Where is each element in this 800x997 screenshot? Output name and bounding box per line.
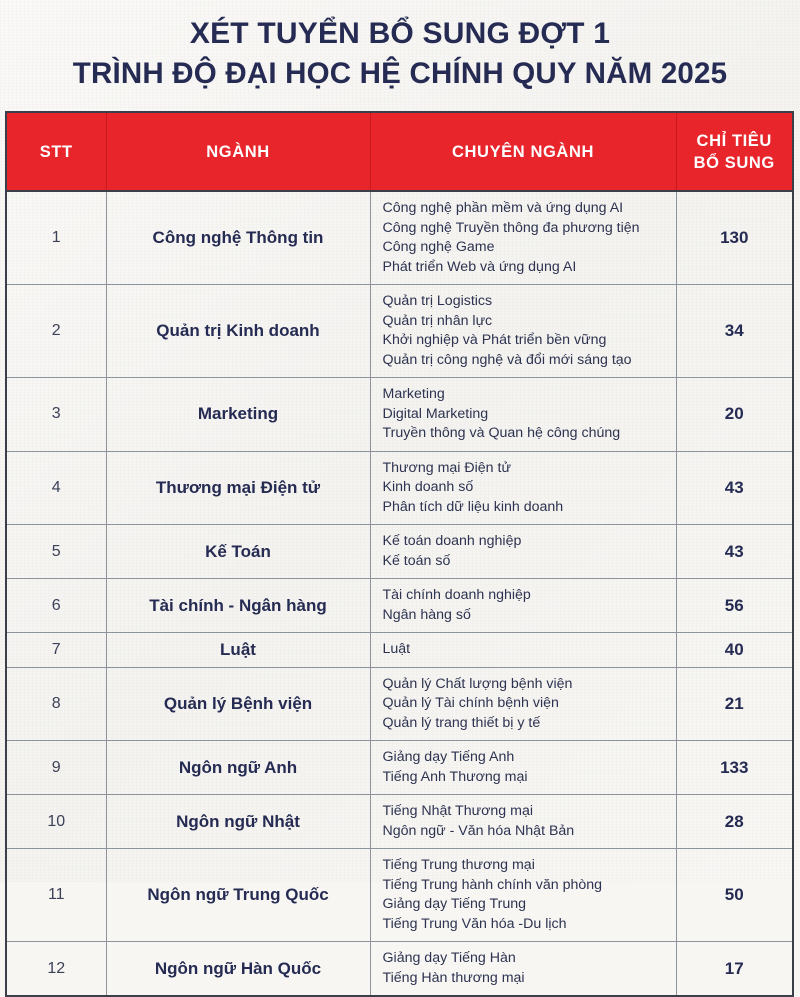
cell-chuyen-nganh <box>370 942 676 996</box>
cell-chi-tieu: 43 <box>676 451 792 525</box>
cell-stt: 11 <box>7 849 106 942</box>
table-header <box>7 113 792 191</box>
cell-chi-tieu: 130 <box>720 228 749 247</box>
chi-tieu-line-2: BỔ SUNG <box>693 153 775 172</box>
cell-stt: 9 <box>7 741 106 795</box>
column-header-chi-tieu-bo-sung <box>676 113 792 191</box>
table-row <box>7 451 792 525</box>
title-line-1: XÉT TUYỂN BỔ SUNG ĐỢT 1 <box>189 17 611 50</box>
specialization-line: Truyền thông và Quan hệ công chúng <box>382 425 621 441</box>
specialization-line: Phát triển Web và ứng dụng AI <box>382 258 577 275</box>
cell-chuyen-nganh <box>370 378 676 452</box>
page-title <box>0 14 800 94</box>
specialization-line: Công nghệ Game <box>382 239 495 255</box>
specialization-line: Giảng dạy Tiếng Anh <box>382 749 515 765</box>
table-row <box>7 795 792 849</box>
table-row <box>7 942 792 996</box>
cell-nganh: Ngôn ngữ Anh <box>106 741 370 795</box>
specialization-line: Tiếng Trung Văn hóa -Du lịch <box>382 915 567 932</box>
table-row <box>7 633 792 668</box>
table-row <box>7 525 792 579</box>
cell-nganh: Thương mại Điện tử <box>106 451 370 525</box>
cell-chi-tieu: 21 <box>676 667 792 741</box>
table-row <box>7 579 792 633</box>
specialization-line: Tài chính doanh nghiệp <box>382 587 531 603</box>
specialization-line: Quản lý trang thiết bị y tế <box>382 714 541 731</box>
cell-nganh: Ngôn ngữ Nhật <box>106 795 370 849</box>
cell-stt: 1 <box>7 191 106 285</box>
table-row <box>7 378 792 452</box>
specialization-line: Quản trị Logistics <box>382 293 493 309</box>
column-header-nganh: NGÀNH <box>106 113 370 191</box>
specialization-line: Ngôn ngữ - Văn hóa Nhật Bản <box>382 822 575 839</box>
cell-chuyen-nganh <box>370 667 676 741</box>
cell-chuyen-nganh <box>370 579 676 633</box>
table-row <box>7 285 792 378</box>
specialization-line: Marketing <box>382 386 445 402</box>
cell-nganh: Ngôn ngữ Hàn Quốc <box>106 942 370 996</box>
cell-nganh: Quản trị Kinh doanh <box>106 285 370 378</box>
cell-stt: 5 <box>7 525 106 579</box>
specialization-line: Khởi nghiệp và Phát triển bền vững <box>382 332 607 348</box>
cell-chuyen-nganh <box>370 741 676 795</box>
specialization-line: Quản lý Tài chính bệnh viện <box>382 695 559 711</box>
cell-stt: 6 <box>7 579 106 633</box>
cell-nganh: Marketing <box>106 378 370 452</box>
specialization-line: Quản lý Chất lượng bệnh viện <box>382 675 573 692</box>
cell-nganh: Tài chính - Ngân hàng <box>106 579 370 633</box>
cell-stt: 3 <box>7 378 106 452</box>
specialization-line: Luật <box>382 641 411 657</box>
specialization-line: Kế toán doanh nghiệp <box>382 533 522 549</box>
cell-stt: 8 <box>7 667 106 741</box>
specialization-line: Công nghệ phần mềm và ứng dụng AI <box>382 200 624 216</box>
cell-stt: 4 <box>7 451 106 525</box>
chi-tieu-line-1: CHỈ TIÊU <box>696 131 772 150</box>
cell-chi-tieu: 43 <box>676 525 792 579</box>
specialization-line: Tiếng Nhật Thương mại <box>382 803 533 819</box>
cell-chi-tieu: 50 <box>676 849 792 942</box>
specialization-line: Thương mại Điện tử <box>382 459 511 476</box>
specialization-line: Công nghệ Truyền thông đa phương tiện <box>382 219 640 236</box>
table-row <box>7 667 792 741</box>
cell-chuyen-nganh <box>370 525 676 579</box>
cell-chi-tieu: 17 <box>676 942 792 996</box>
admissions-table <box>7 113 792 995</box>
specialization-line: Tiếng Trung thương mại <box>382 857 535 873</box>
title-line-2: TRÌNH ĐỘ ĐẠI HỌC HỆ CHÍNH QUY NĂM 2025 <box>72 57 728 90</box>
table-row <box>7 741 792 795</box>
cell-chuyen-nganh <box>370 285 676 378</box>
cell-chi-tieu: 56 <box>676 579 792 633</box>
cell-stt: 12 <box>7 942 106 996</box>
cell-chi-tieu: 34 <box>676 285 792 378</box>
specialization-line: Tiếng Trung hành chính văn phòng <box>382 876 603 893</box>
cell-nganh: Luật <box>106 633 370 668</box>
table-header-row <box>7 113 792 191</box>
admissions-table-container <box>5 111 794 997</box>
cell-chuyen-nganh <box>370 451 676 525</box>
cell-nganh: Công nghệ Thông tin <box>106 191 370 285</box>
cell-nganh: Ngôn ngữ Trung Quốc <box>106 849 370 942</box>
specialization-line: Kế toán số <box>382 552 451 569</box>
cell-chuyen-nganh <box>370 849 676 942</box>
cell-stt: 10 <box>7 795 106 849</box>
cell-chi-tieu: 20 <box>676 378 792 452</box>
column-header-chuyen-nganh: CHUYÊN NGÀNH <box>370 113 676 191</box>
table-row <box>7 191 792 285</box>
specialization-line: Giảng dạy Tiếng Trung <box>382 896 527 912</box>
cell-stt: 7 <box>7 633 106 668</box>
cell-chi-tieu: 133 <box>676 741 792 795</box>
cell-chi-tieu: 40 <box>676 633 792 668</box>
table-body <box>7 191 792 995</box>
specialization-line: Tiếng Anh Thương mại <box>382 768 528 785</box>
cell-chuyen-nganh <box>370 633 676 668</box>
specialization-line: Giảng dạy Tiếng Hàn <box>382 950 516 966</box>
cell-stt: 2 <box>7 285 106 378</box>
cell-nganh: Quản lý Bệnh viện <box>106 667 370 741</box>
specialization-line: Quản trị nhân lực <box>382 312 493 329</box>
column-header-stt: STT <box>7 113 106 191</box>
cell-chuyen-nganh <box>370 191 676 285</box>
specialization-line: Quản trị công nghệ và đổi mới sáng tạo <box>382 351 632 368</box>
specialization-line: Ngân hàng số <box>382 606 471 623</box>
specialization-line: Phân tích dữ liệu kinh doanh <box>382 498 564 515</box>
cell-chi-tieu: 28 <box>676 795 792 849</box>
specialization-line: Kinh doanh số <box>382 479 474 495</box>
table-row <box>7 849 792 942</box>
cell-chuyen-nganh <box>370 795 676 849</box>
specialization-line: Tiếng Hàn thương mại <box>382 969 525 986</box>
specialization-line: Digital Marketing <box>382 405 489 422</box>
cell-nganh: Kế Toán <box>106 525 370 579</box>
